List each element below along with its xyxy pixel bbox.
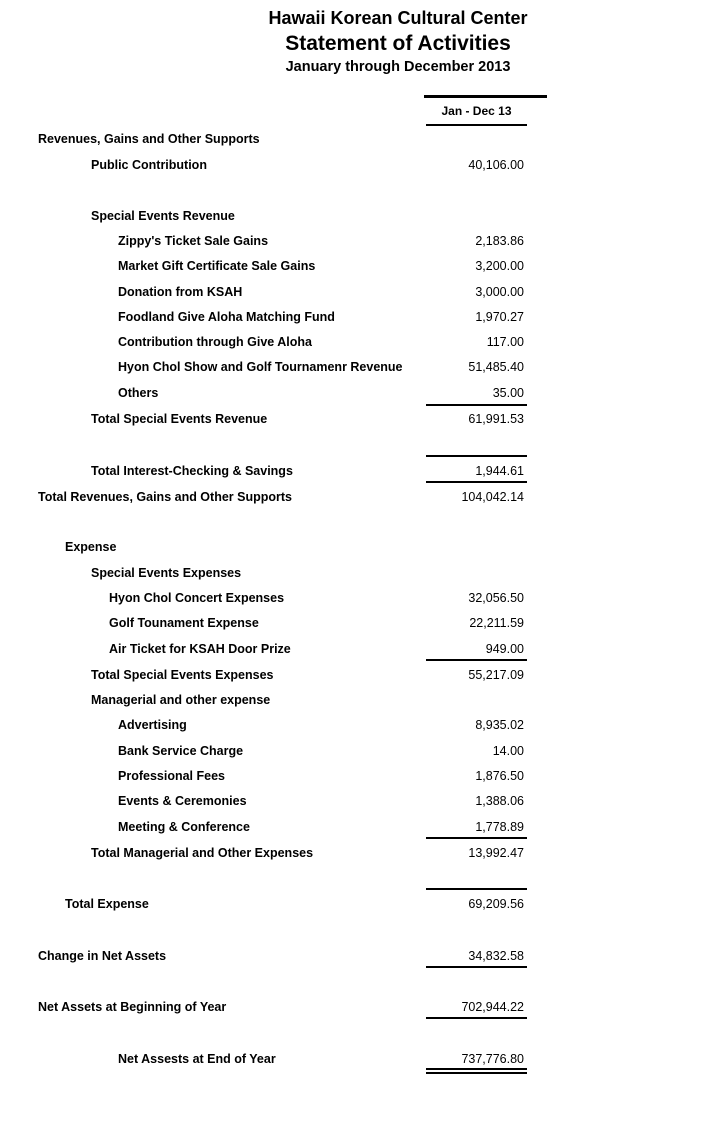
row-value: 702,944.22 [461,1000,524,1014]
row-label: Total Managerial and Other Expenses [91,846,314,860]
row-value: 34,832.58 [468,949,524,963]
row-label: Total Revenues, Gains and Other Supports [38,490,292,504]
row-label: Total Expense [65,897,149,911]
row-value: 1,876.50 [475,769,524,783]
row-label: Events & Ceremonies [118,794,247,808]
total-rule [426,404,527,406]
row-value: 2,183.86 [475,234,524,248]
row-value: 13,992.47 [468,846,524,860]
row-label: Total Special Events Expenses [91,668,274,682]
row-value: 8,935.02 [475,718,524,732]
row-value: 55,217.09 [468,668,524,682]
row-label: Foodland Give Aloha Matching Fund [118,310,335,324]
row-value: 35.00 [492,386,524,400]
header-rule-thick [424,95,547,98]
row-label: Contribution through Give Aloha [118,335,312,349]
row-value: 1,388.06 [475,794,524,808]
row-label: Air Ticket for KSAH Door Prize [109,642,291,656]
row-label: Professional Fees [118,769,225,783]
row-label: Hyon Chol Show and Golf Tournamenr Revenue [118,360,403,374]
total-rule [426,1017,527,1019]
row-value: 1,944.61 [475,464,524,478]
row-value: 3,200.00 [475,259,524,273]
row-value: 949.00 [485,642,524,656]
row-value: 69,209.56 [468,897,524,911]
row-label: Total Special Events Revenue [91,412,268,426]
total-rule [426,1068,527,1070]
total-rule [426,1072,527,1074]
row-value: 61,991.53 [468,412,524,426]
row-label: Total Interest-Checking & Savings [91,464,293,478]
row-label: Public Contribution [91,158,207,172]
row-label: Expense [65,540,117,554]
row-label: Zippy's Ticket Sale Gains [118,234,269,248]
row-label: Hyon Chol Concert Expenses [109,591,285,605]
row-label: Special Events Revenue [91,209,235,223]
organization-name: Hawaii Korean Cultural Center [268,8,528,28]
row-label: Advertising [118,718,187,732]
total-rule [426,888,527,890]
column-header: Jan - Dec 13 [441,104,512,118]
total-rule [426,659,527,661]
row-value: 1,778.89 [475,820,524,834]
row-value: 1,970.27 [475,310,524,324]
report-title: Statement of Activities [285,32,511,55]
row-label: Managerial and other expense [91,693,271,707]
row-label: Net Assets at Beginning of Year [38,1000,227,1014]
row-label: Change in Net Assets [38,949,167,963]
row-label: Revenues, Gains and Other Supports [38,132,260,146]
row-label: Bank Service Charge [118,744,244,758]
row-label: Market Gift Certificate Sale Gains [118,259,316,273]
row-label: Net Assests at End of Year [118,1052,276,1066]
row-value: 3,000.00 [475,285,524,299]
row-value: 737,776.80 [461,1052,524,1066]
column-header-underline [426,124,527,126]
row-value: 14.00 [492,744,524,758]
total-rule [426,837,527,839]
row-label: Golf Tounament Expense [109,616,259,630]
row-value: 22,211.59 [469,616,524,630]
row-value: 104,042.14 [461,490,524,504]
row-label: Special Events Expenses [91,566,242,580]
row-value: 32,056.50 [468,591,524,605]
total-rule [426,966,527,968]
total-rule [426,455,527,457]
row-label: Meeting & Conference [118,820,250,834]
row-value: 117.00 [486,335,524,349]
total-rule [426,481,527,483]
row-label: Donation from KSAH [118,285,243,299]
row-value: 40,106.00 [468,158,524,172]
report-period: January through December 2013 [285,59,511,75]
row-value: 51,485.40 [468,360,524,374]
row-label: Others [118,386,159,400]
